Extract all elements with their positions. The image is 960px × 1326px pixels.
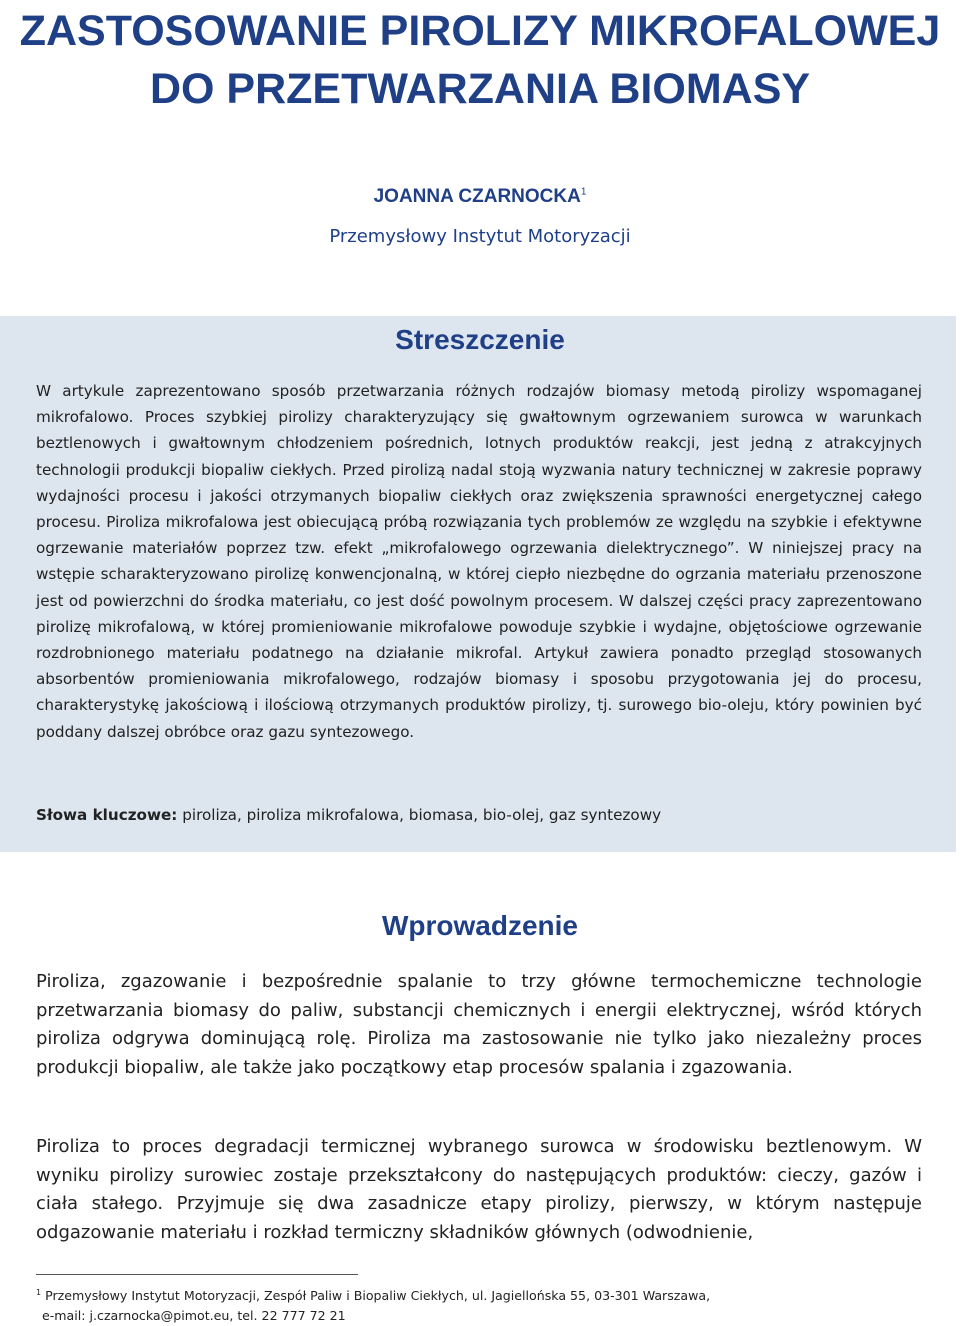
intro-paragraph-2: Piroliza to proces degradacji termicznej wybranego surowca w środowisku beztlenowym. W wyniku pirolizy surowiec zostaje przekształcony do następujących produktów: cieczy, gazów i ciała stałego. Przyjmuje się dwa zasadnicze etapy pirolizy, pierwszy, w którym następuje odgazowanie materiału i rozkład termiczny składników głównych (odwodnienie, — [36, 1136, 922, 1243]
author-name-text: JOANNA CZARNOCKA — [373, 186, 581, 207]
abstract-text: W artykule zaprezentowano sposób przetwarzania różnych rodzajów biomasy metodą pirolizy wspomaganej mikrofalowo. Proces szybkiej pirolizy charakteryzujący się gwałtownym ogrzewaniem surowca w warunkach beztlenowych i gwałtownym chłodzeniem pośrednich, lotnych produktów reakcji, jest jedną z atrakcyjnych technologii produkcji biopaliw ciekłych. Przed pirolizą nadal stoją wyzwania natury technicznej w zakresie poprawy wydajności procesu i jakości otrzymanych biopaliw ciekłych oraz zwiększenia sprawności energetycznej całego procesu. Piroliza mikrofalowa jest obiecującą próbą rozwiązania tych problemów ze względu na szybkie i efektywne ogrzewanie materiałów poprzez tzw. efekt „mikrofalowego ogrzewania dielektrycznego”. W niniejszej pracy na wstępie scharakteryzowano pirolizę konwencjonalną, w której ciepło niezbędne do ogrzania materiału przenoszone jest od powierzchni do środka materiału, co jest dość powolnym procesem. W dalszej części pracy zaprezentowano pirolizę mikrofalową, w której promieniowanie mikrofalowe powoduje szybkie i wydajne, objętościowe ogrzewanie rozdrobnionego materiału podatnego na działanie mikrofal. Artykuł zawiera ponadto przegląd stosowanych absorbentów promieniowania mikrofalowego, rodzajów biomasy i sposobu przygotowania jej do procesu, charakterystykę jakościową i ilościową otrzymanych produktów pirolizy, tj. surowego bio-oleju, który powinien być poddany dalszej obróbce oraz gazu syntezowego. — [36, 382, 922, 741]
footnote-line-2: e-mail: j.czarnocka@pimot.eu, tel. 22 777 72 21 — [42, 1308, 346, 1324]
author-name — [0, 186, 960, 208]
footnote-line-1: Przemysłowy Instytut Motoryzacji, Zespół Paliw i Biopaliw Ciekłych, ul. Jagiellońska 55, 03-301 Warszawa, — [45, 1288, 711, 1304]
footnote-divider — [36, 1274, 358, 1275]
title-line-1: ZASTOSOWANIE PIROLIZY MIKROFALOWEJ — [19, 7, 941, 55]
intro-paragraph-1: Piroliza, zgazowanie i bezpośrednie spalanie to trzy główne termochemiczne technologie przetwarzania biomasy do paliw, substancji chemicznych i energii elektrycznej, wśród których piroliza odgrywa dominującą rolę. Piroliza ma zastosowanie nie tylko jako niezależny proces produkcji biopaliw, ale także jako początkowy etap procesów spalania i zgazowania. — [36, 971, 922, 1078]
author-affiliation: Przemysłowy Instytut Motoryzacji — [329, 226, 631, 247]
footnote-mark: 1 — [36, 1288, 42, 1297]
keywords — [36, 806, 922, 824]
keywords-list: piroliza, piroliza mikrofalowa, biomasa, bio-olej, gaz syntezowy — [182, 806, 662, 824]
intro-heading: Wprowadzenie — [381, 910, 578, 941]
paper-title — [0, 2, 960, 118]
footnote — [36, 1283, 936, 1326]
abstract-heading: Streszczenie — [395, 324, 565, 355]
title-line-2: DO PRZETWARZANIA BIOMASY — [149, 65, 811, 113]
keywords-label: Słowa kluczowe: — [36, 806, 178, 824]
author-footnote-mark: 1 — [580, 186, 587, 198]
